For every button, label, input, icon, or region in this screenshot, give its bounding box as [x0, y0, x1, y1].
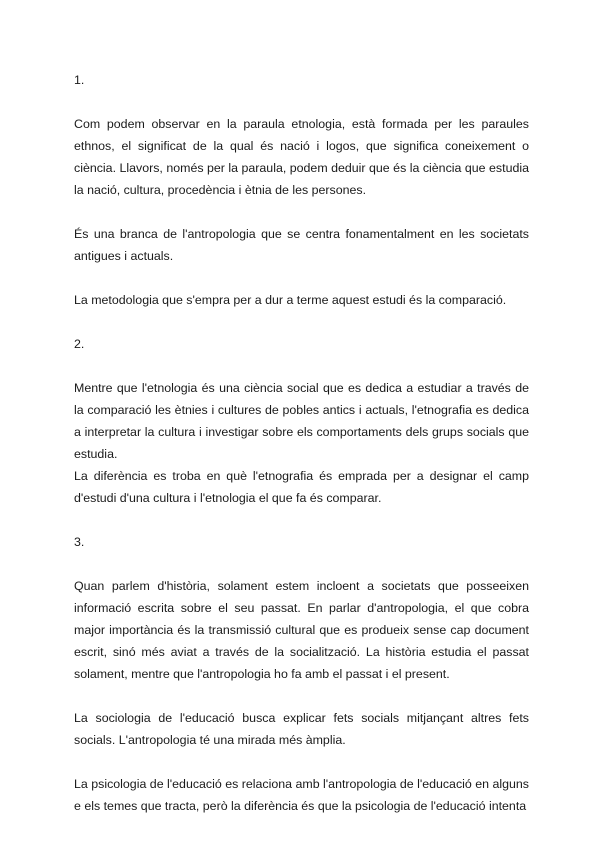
section-number-3: 3.: [74, 535, 85, 549]
section-1-paragraph-3: La metodologia que s'empra per a dur a terme aquest estudi és la comparació.: [74, 293, 507, 307]
section-3-paragraph-3: La psicologia de l'educació es relaciona amb l'antropologia de l'educació en alguns e els temes que tracta, però la diferència és que la psicologia de l'educació intenta: [74, 777, 529, 813]
section-3-paragraph-1: Quan parlem d'història, solament estem incloent a societats que posseeixen informació escrita sobre el seu passat. En parlar d'antropologia, el que cobra major importància és la transmissió cultural que es produeix sense cap document escrit, sinó més aviat a través de la socialització. La història estudia el passat solament, mentre que l'antropologia ho fa amb el passat i el present.: [74, 579, 529, 681]
section-3-paragraph-2: La sociologia de l'educació busca explicar fets socials mitjançant altres fets socials. L'antropologia té una mirada més àmplia.: [74, 711, 529, 747]
section-2-paragraph-1: Mentre que l'etnologia és una ciència social que es dedica a estudiar a través de la comparació les ètnies i cultures de pobles antics i actuals, l'etnografia es dedica a interpretar la cultura i investigar sobre els comportaments dels grups socials que estudia.: [74, 381, 529, 461]
section-number-1: 1.: [74, 73, 85, 87]
document-body: [74, 69, 529, 817]
section-2-paragraph-2: La diferència es troba en què l'etnografia és emprada per a designar el camp d'estudi d'una cultura i l'etnologia el que fa és comparar.: [74, 469, 529, 505]
section-1-paragraph-1: Com podem observar en la paraula etnologia, està formada per les paraules ethnos, el significat de la qual és nació i logos, que significa coneixement o ciència. Llavors, només per la paraula, podem deduir que és la ciència que estudia la nació, cultura, procedència i ètnia de les persones.: [74, 117, 529, 197]
section-number-2: 2.: [74, 337, 85, 351]
section-1-paragraph-2: És una branca de l'antropologia que se centra fonamentalment en les societats antigues i actuals.: [74, 227, 529, 263]
